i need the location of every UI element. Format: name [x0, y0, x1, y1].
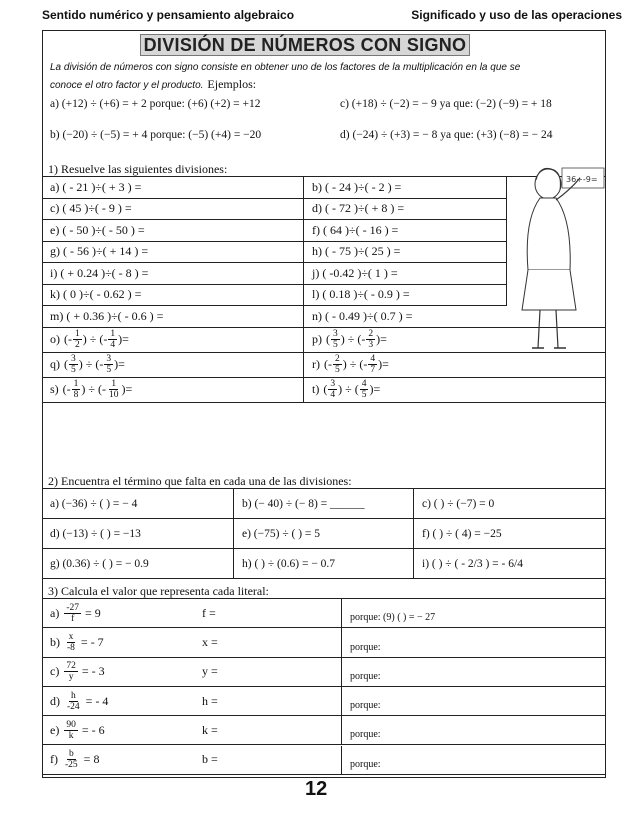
example-d: d) (−24) ÷ (+3) = − 8 ya que: (+3) (−8) = − 24: [340, 129, 553, 141]
porque-field[interactable]: porque:: [350, 729, 381, 741]
table-row: [42, 599, 606, 628]
division-exercise: b) ( - 24 )÷( - 2 ) =: [304, 177, 507, 198]
intro-examples-label: Ejemplos:: [207, 77, 257, 91]
literal-answer-label: k =: [202, 722, 218, 737]
dividend-denominator: 5: [71, 365, 76, 375]
division-exercise: a) ( - 21 )÷( + 3 ) =: [42, 177, 304, 198]
table-row: [42, 285, 507, 307]
section2-table: [42, 488, 606, 579]
header-right: Significado y uso de las operaciones: [411, 8, 622, 22]
literal-equation: d) $\frac{h}{-24}$ = - 4 h =: [42, 687, 342, 715]
dividend: (- $\frac{2}{5}$ ): [324, 354, 347, 375]
section3-table: [42, 598, 606, 775]
division-exercise: c) ( 45 )÷( - 9 ) =: [42, 199, 304, 220]
intro-line-2: conoce el otro factor y el producto.: [50, 80, 204, 91]
equation-fraction: [64, 603, 81, 624]
literal-answer-label: y =: [202, 664, 218, 679]
header-left: Sentido numérico y pensamiento algebraico: [42, 8, 295, 22]
dividend-numerator: 3: [330, 379, 336, 389]
divisor-denominator: 3: [368, 340, 374, 350]
fraction-division-exercise: q) ( $\frac{3}{5}$ ) ÷ (- $\frac{3}{5}$ ) =: [42, 353, 304, 377]
equation-denominator: -25: [65, 760, 78, 771]
literal-equation: b) $\frac{x}{-8}$ = - 7 x =: [42, 628, 342, 656]
divisor-frac: [108, 329, 117, 350]
table-row: [42, 242, 507, 264]
literal-answer-label: x =: [202, 634, 218, 649]
porque-field[interactable]: porque:: [350, 758, 381, 770]
fraction-division-exercise: s) (- $\frac{1}{8}$ ) ÷ (- $\frac{1}{10}$ ) =: [42, 378, 304, 402]
division-exercise: d) ( - 72 )÷( + 8 ) =: [304, 199, 507, 220]
section2-title: 2) Encuentra el término que falta en cada una de las divisiones:: [48, 474, 352, 488]
section1-title: 1) Resuelve las siguientes divisiones:: [48, 162, 228, 176]
dividend-denominator: 5: [335, 365, 340, 375]
dividend: ( $\frac{3}{5}$ ): [326, 329, 345, 350]
dividend: ( $\frac{3}{4}$ ): [323, 379, 343, 400]
divisor-frac: [104, 354, 113, 375]
missing-term-exercise[interactable]: e) (−75) ÷ ( ) = 5: [234, 519, 414, 548]
svg-text:36÷-9=: 36÷-9=: [566, 175, 598, 184]
division-exercise: i) ( + 0.24 )÷( - 8 ) =: [42, 263, 304, 284]
equation-denominator: y: [68, 672, 74, 683]
table-row: [42, 549, 606, 579]
dividend-numerator: 3: [333, 329, 338, 339]
literal-answer-label: b =: [202, 752, 218, 767]
divisor-denominator: 5: [361, 390, 367, 400]
equation-numerator: b: [68, 749, 74, 760]
dividend-frac: [333, 354, 342, 375]
porque-field[interactable]: porque: (9) ( ) = − 27: [350, 612, 436, 624]
divisor-numerator: 4: [370, 354, 376, 364]
table-row: [42, 519, 606, 549]
divisor: (- $\frac{1}{10}$ ): [98, 379, 126, 400]
divisor-numerator: 1: [111, 379, 117, 389]
dividend-numerator: 1: [73, 379, 79, 389]
literal-answer-label: h =: [202, 693, 218, 708]
dividend-frac: [69, 354, 78, 375]
example-c: c) (+18) ÷ (−2) = − 9 ya que: (−2) (−9) = + 18: [340, 98, 552, 110]
equation-numerator: x: [68, 631, 74, 642]
dividend-denominator: 8: [73, 390, 79, 400]
dividend: (- $\frac{1}{2}$ ): [64, 329, 87, 350]
porque-field[interactable]: porque:: [350, 700, 381, 712]
page-number: 12: [305, 778, 328, 800]
dividend-frac: [72, 379, 81, 400]
table-row: [42, 716, 606, 745]
divisor-frac: [360, 379, 369, 400]
divisor-frac: [107, 379, 121, 400]
missing-term-exercise[interactable]: c) ( ) ÷ (−7) = 0: [422, 497, 495, 510]
dividend: (- $\frac{1}{8}$ ): [62, 379, 86, 400]
divisor: (- $\frac{1}{4}$ ): [99, 329, 123, 350]
divisor-numerator: 2: [368, 329, 374, 339]
fraction-division-exercise: t) ( $\frac{3}{4}$ ) ÷ ( $\frac{4}{5}$ ) =: [312, 379, 381, 400]
division-exercise: m) ( + 0.36 )÷( - 0.6 ) =: [42, 306, 304, 327]
example-a: a) (+12) ÷ (+6) = + 2 porque: (+6) (+2) = +12: [50, 98, 261, 110]
literal-equation: f) $\frac{b}{-25}$ = 8 b =: [42, 746, 342, 774]
literal-answer-label: f =: [202, 605, 216, 620]
equation-fraction: [65, 632, 77, 653]
literal-equation: a) $\frac{-27}{f}$ = 9 f =: [42, 599, 342, 627]
dividend-frac: [73, 329, 82, 350]
dividend-denominator: 2: [75, 340, 80, 350]
divisor-denominator: 4: [110, 340, 116, 350]
dividend-numerator: 1: [75, 329, 80, 339]
equation-fraction: [64, 661, 78, 682]
missing-term-exercise[interactable]: g) (0.36) ÷ ( ) = − 0.9: [42, 549, 234, 578]
division-exercise: n) ( - 0.49 )÷( 0.7 ) =: [312, 308, 413, 323]
dividend-numerator: 3: [71, 354, 76, 364]
missing-term-exercise[interactable]: h) ( ) ÷ (0.6) = − 0.7: [234, 549, 414, 578]
equation-fraction: [65, 691, 82, 712]
equation-denominator: -24: [67, 701, 80, 712]
equation-denominator: f: [71, 613, 75, 624]
divisor: ( $\frac{4}{5}$ ): [354, 379, 374, 400]
fraction-division-exercise: o) (- $\frac{1}{2}$ ) ÷ (- $\frac{1}{4}$ ) =: [42, 328, 304, 352]
missing-term-exercise[interactable]: f) ( ) ÷ ( 4) = −25: [422, 527, 502, 540]
divisor: (- $\frac{4}{7}$ ): [359, 354, 383, 375]
division-exercise: l) ( 0.18 )÷( - 0.9 ) =: [304, 285, 507, 306]
missing-term-exercise[interactable]: i) ( ) ÷ ( - 2/3 ) = - 6/4: [422, 557, 523, 570]
intro-line-1: La división de números con signo consiste en obtener uno de los factores de la multiplicación en la que se: [50, 62, 521, 73]
division-exercise: f) ( 64 )÷( - 16 ) =: [304, 220, 507, 241]
table-row: [42, 658, 606, 687]
dividend-denominator: 4: [330, 390, 336, 400]
fraction-division-exercise: r) (- $\frac{2}{5}$ ) ÷ (- $\frac{4}{7}$ ) =: [312, 354, 389, 375]
dividend-numerator: 2: [335, 354, 340, 364]
equation-denominator: -8: [67, 642, 75, 653]
divisor: (- $\frac{3}{5}$ ): [95, 354, 119, 375]
table-row: [42, 220, 507, 242]
divisor-frac: [368, 354, 377, 375]
division-exercise: h) ( - 75 )÷( 25 ) =: [304, 242, 507, 263]
porque-field[interactable]: porque:: [350, 641, 381, 653]
missing-term-exercise[interactable]: d) (−13) ÷ ( ) = −13: [42, 519, 234, 548]
equation-numerator: -27: [66, 602, 79, 613]
equation-fraction: [63, 749, 80, 770]
equation-numerator: 72: [66, 661, 76, 672]
divisor-numerator: 3: [106, 354, 112, 364]
dividend-frac: [331, 329, 340, 350]
dividend-denominator: 5: [333, 340, 338, 350]
divisor-denominator: 7: [370, 365, 376, 375]
division-exercise: j) ( -0.42 )÷( 1 ) =: [304, 263, 507, 284]
table-row: [42, 687, 606, 716]
divisor-denominator: 5: [106, 365, 112, 375]
divisor-frac: [366, 329, 375, 350]
dividend-frac: [328, 379, 337, 400]
missing-term-exercise[interactable]: b) (− 40) ÷ (− 8) = ______: [234, 489, 414, 518]
example-b: b) (−20) ÷ (−5) = + 4 porque: (−5) (+4) = −20: [50, 129, 262, 141]
literal-equation: c) $\frac{72}{y}$ = - 3 y =: [42, 658, 342, 686]
division-exercise: g) ( - 56 )÷( + 14 ) =: [42, 242, 304, 263]
section3-title: 3) Calcula el valor que representa cada literal:: [48, 584, 269, 598]
equation-fraction: [64, 720, 78, 741]
table-row: [42, 199, 507, 221]
page-title: DIVISIÓN DE NÚMEROS CON SIGNO: [140, 34, 470, 56]
divisor-numerator: 4: [361, 379, 367, 389]
porque-field[interactable]: porque:: [350, 670, 381, 682]
equation-denominator: k: [68, 730, 74, 741]
divisor-numerator: 1: [110, 329, 116, 339]
table-row: [42, 628, 606, 657]
literal-equation: e) $\frac{90}{k}$ = - 6 k =: [42, 716, 342, 744]
table-row: [42, 177, 507, 199]
equation-numerator: 90: [66, 719, 76, 730]
table-row: [42, 746, 606, 775]
table-row: [42, 263, 507, 285]
division-exercise: e) ( - 50 )÷( - 50 ) =: [42, 220, 304, 241]
fraction-division-exercise: p) ( $\frac{3}{5}$ ) ÷ (- $\frac{2}{3}$ ) =: [312, 329, 387, 350]
missing-term-exercise[interactable]: a) (−36) ÷ ( ) = − 4: [42, 489, 234, 518]
equation-numerator: h: [70, 690, 76, 701]
table-row: [42, 489, 606, 519]
divisor: (- $\frac{2}{3}$ ): [357, 329, 381, 350]
division-exercise: k) ( 0 )÷( - 0.62 ) =: [42, 285, 304, 306]
divisor-denominator: 10: [109, 390, 119, 400]
table-row: [42, 378, 606, 403]
girl-at-board-illustration: [510, 160, 606, 360]
dividend: ( $\frac{3}{5}$ ): [64, 354, 83, 375]
